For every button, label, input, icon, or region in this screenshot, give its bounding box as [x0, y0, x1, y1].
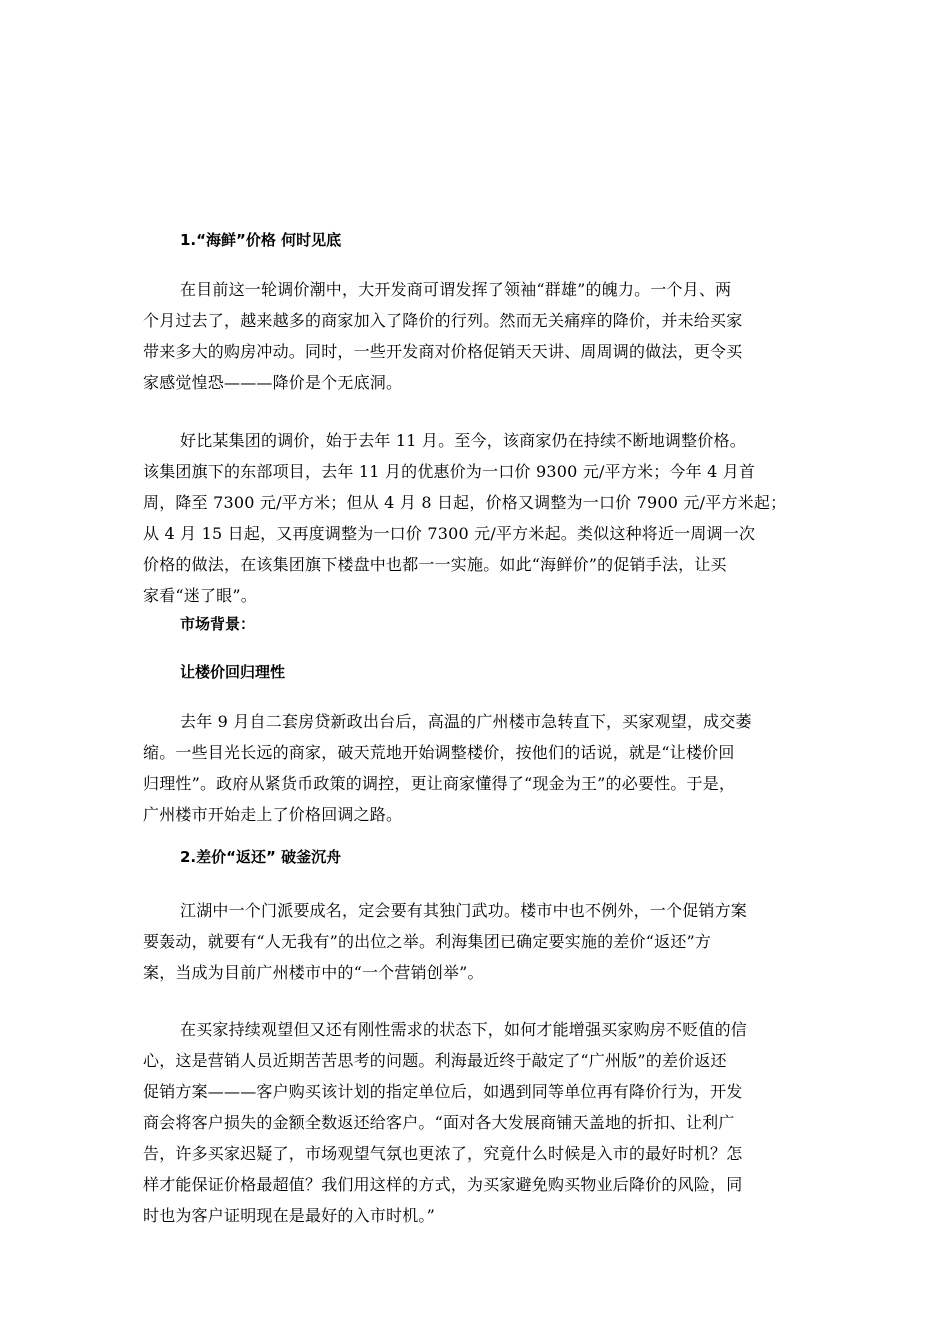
section-heading-rational-price: 让楼价回归理性: [180, 663, 286, 681]
paragraph: [143, 1014, 823, 1231]
text-line: 样才能保证价格最超值？我们用这样的方式，为买家避免购买物业后降价的风险，同: [143, 1175, 743, 1194]
text-line: 要轰动，就要有“人无我有”的出位之举。利海集团已确定要实施的差价“返还”方: [143, 932, 712, 951]
text-line: 江湖中一个门派要成名，定会要有其独门武功。楼市中也不例外，一个促销方案: [180, 901, 748, 920]
text-line: 缩。一些目光长远的商家，破天荒地开始调整楼价，按他们的话说，就是“让楼价回: [143, 743, 735, 762]
text-line: 在目前这一轮调价潮中，大开发商可谓发挥了领袖“群雄”的魄力。一个月、两: [180, 280, 732, 299]
text-line: 去年 9 月自二套房贷新政出台后，高温的广州楼市急转直下，买家观望，成交萎: [180, 712, 752, 731]
text-line: 带来多大的购房冲动。同时，一些开发商对价格促销天天讲、周周调的做法，更令买: [143, 342, 743, 361]
text-line: 周，降至 7300 元/平方米；但从 4 月 8 日起，价格又调整为一口价 7900 元/平方米起；: [143, 493, 787, 512]
text-line: 从 4 月 15 日起，又再度调整为一口价 7300 元/平方米起。类似这种将近一周调一次: [143, 524, 756, 543]
paragraph: [143, 274, 823, 398]
paragraph: [143, 425, 823, 611]
section-heading-1: 1.“海鲜”价格 何时见底: [180, 231, 342, 249]
paragraph: [143, 706, 823, 830]
text-line: 家感觉惶恐———降价是个无底洞。: [143, 373, 403, 392]
text-line: 商会将客户损失的金额全数返还给客户。“面对各大发展商铺天盖地的折扣、让利广: [143, 1113, 735, 1132]
text-line: 促销方案———客户购买该计划的指定单位后，如遇到同等单位再有降价行为，开发: [143, 1082, 743, 1101]
text-line: 归理性”。政府从紧货币政策的调控，更让商家懂得了“现金为王”的必要性。于是，: [143, 774, 736, 793]
text-line: 告，许多买家迟疑了，市场观望气氛也更浓了，究竟什么时候是入市的最好时机？怎: [143, 1144, 743, 1163]
text-line: 价格的做法，在该集团旗下楼盘中也都一一实施。如此“海鲜价”的促销手法，让买: [143, 555, 727, 574]
section-heading-2: 2.差价“返还” 破釜沉舟: [180, 848, 342, 866]
text-line: 在买家持续观望但又还有刚性需求的状态下，如何才能增强买家购房不贬值的信: [180, 1020, 748, 1039]
text-line: 时也为客户证明现在是最好的入市时机。”: [143, 1206, 435, 1225]
section-heading-market-background: 市场背景：: [180, 615, 256, 633]
paragraph: [143, 895, 823, 988]
text-line: 好比某集团的调价，始于去年 11 月。至今，该商家仍在持续不断地调整价格。: [180, 431, 746, 450]
text-line: 广州楼市开始走上了价格回调之路。: [143, 805, 403, 824]
text-line: 家看“迷了眼”。: [143, 586, 257, 605]
text-line: 心，这是营销人员近期苦苦思考的问题。利海最近终于敲定了“广州版”的差价返还: [143, 1051, 727, 1070]
text-line: 个月过去了，越来越多的商家加入了降价的行列。然而无关痛痒的降价，并未给买家: [143, 311, 743, 330]
text-line: 案，当成为目前广州楼市中的“一个营销创举”。: [143, 963, 484, 982]
text-line: 该集团旗下的东部项目，去年 11 月的优惠价为一口价 9300 元/平方米；今年 4 月首: [143, 462, 756, 481]
